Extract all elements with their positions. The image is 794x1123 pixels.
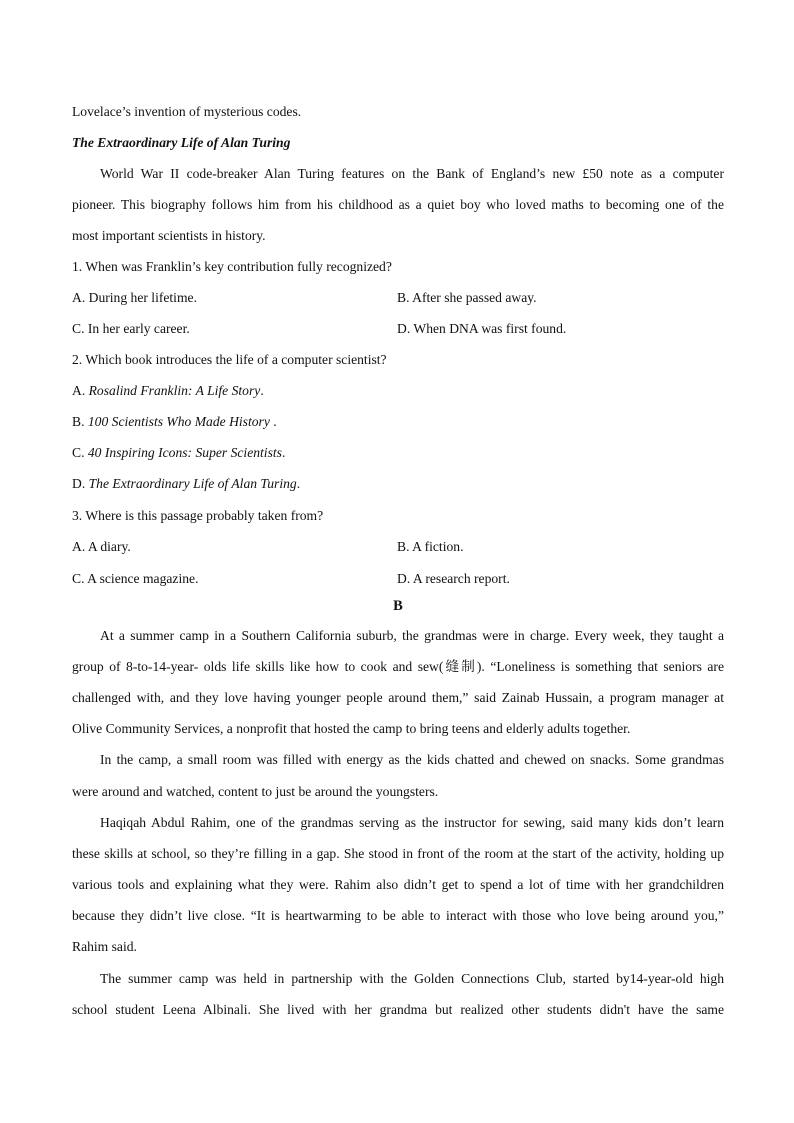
paragraph-line: school student Leena Albinali. She lived with her grandma but realized other students didn't have the same bbox=[72, 1002, 724, 1017]
paragraph-line: pioneer. This biography follows him from his childhood as a quiet boy who loved maths to becoming one of the bbox=[72, 197, 724, 212]
option-punctuation: . bbox=[296, 476, 301, 491]
option-text: In her early career. bbox=[87, 321, 190, 336]
paragraph-line: At a summer camp in a Southern California suburb, the grandmas were in charge. Every week, they taught a bbox=[100, 628, 724, 643]
book-title: The Extraordinary Life of Alan Turing bbox=[72, 135, 291, 150]
text-line: Lovelace’s invention of mysterious codes. bbox=[72, 104, 302, 119]
option-text: A research report. bbox=[412, 571, 510, 586]
answer-option bbox=[72, 320, 190, 338]
answer-option bbox=[397, 570, 510, 588]
answer-option bbox=[397, 320, 566, 338]
option-letter: D. bbox=[397, 321, 411, 336]
answer-option bbox=[72, 413, 277, 431]
option-punctuation: . bbox=[269, 414, 277, 429]
option-text: 40 Inspiring Icons: Super Scientists bbox=[87, 445, 282, 460]
answer-option bbox=[72, 382, 264, 400]
option-punctuation: . bbox=[281, 445, 286, 460]
option-letter: C. bbox=[72, 321, 85, 336]
paragraph-line: Olive Community Services, a nonprofit that hosted the camp to bring teens and elderly adults together. bbox=[72, 721, 631, 736]
option-punctuation: . bbox=[260, 383, 264, 398]
option-letter: C. bbox=[72, 445, 85, 460]
paragraph-line: The summer camp was held in partnership with the Golden Connections Club, started by14-year-old high bbox=[100, 971, 724, 986]
paragraph-line: most important scientists in history. bbox=[72, 228, 266, 243]
question-stem: 3. Where is this passage probably taken from? bbox=[72, 508, 324, 523]
paragraph-line: challenged with, and they love having younger people around them,” said Zainab Hussain, a program manager at bbox=[72, 690, 724, 705]
answer-option bbox=[397, 289, 537, 307]
option-letter: B. bbox=[397, 290, 410, 305]
paragraph-line: various tools and explaining what they were. Rahim also didn’t get to spend a lot of time with her grandchildren bbox=[72, 877, 724, 892]
option-text: The Extraordinary Life of Alan Turing bbox=[88, 476, 297, 491]
option-letter: C. bbox=[72, 571, 85, 586]
paragraph-line: Haqiqah Abdul Rahim, one of the grandmas serving as the instructor for sewing, said many kids don’t learn bbox=[100, 815, 724, 830]
answer-option bbox=[72, 570, 198, 588]
option-letter: B. bbox=[72, 414, 85, 429]
question-stem: 2. Which book introduces the life of a computer scientist? bbox=[72, 352, 387, 367]
paragraph-line: were around and watched, content to just be around the youngsters. bbox=[72, 784, 439, 799]
option-letter: D. bbox=[72, 476, 86, 491]
paragraph-line: because they didn’t live close. “It is heartwarming to be able to interact with those who love being around you,” bbox=[72, 908, 724, 923]
option-text: A science magazine. bbox=[87, 571, 199, 586]
option-text: After she passed away. bbox=[412, 290, 537, 305]
paragraph-line: group of 8-to-14-year- olds life skills like how to cook and sew(缝制). “Loneliness is something that seniors are bbox=[72, 659, 724, 674]
answer-option bbox=[72, 475, 300, 493]
option-text: A fiction. bbox=[412, 539, 464, 554]
paragraph-line: these skills at school, so they’re filling in a gap. She stood in front of the room at the start of the activity, holding up bbox=[72, 846, 724, 861]
option-letter: A. bbox=[72, 383, 86, 398]
option-text: When DNA was first found. bbox=[413, 321, 567, 336]
option-text: During her lifetime. bbox=[88, 290, 197, 305]
answer-option bbox=[397, 538, 463, 556]
option-letter: A. bbox=[72, 290, 86, 305]
option-letter: B. bbox=[397, 539, 410, 554]
section-heading: B bbox=[393, 598, 403, 614]
paragraph-line: Rahim said. bbox=[72, 939, 137, 954]
option-text: Rosalind Franklin: A Life Story bbox=[88, 383, 261, 398]
option-text: 100 Scientists Who Made History bbox=[87, 414, 270, 429]
answer-option bbox=[72, 289, 197, 307]
option-text: A diary. bbox=[87, 539, 131, 554]
option-letter: D. bbox=[397, 571, 411, 586]
answer-option bbox=[72, 538, 131, 556]
question-stem: 1. When was Franklin’s key contribution fully recognized? bbox=[72, 259, 392, 274]
paragraph-line: In the camp, a small room was filled with energy as the kids chatted and chewed on snacks. Some grandmas bbox=[100, 752, 724, 767]
answer-option bbox=[72, 444, 285, 462]
option-letter: A. bbox=[72, 539, 86, 554]
document-page bbox=[72, 0, 724, 1123]
paragraph-line: World War II code-breaker Alan Turing features on the Bank of England’s new £50 note as a computer bbox=[100, 166, 724, 181]
